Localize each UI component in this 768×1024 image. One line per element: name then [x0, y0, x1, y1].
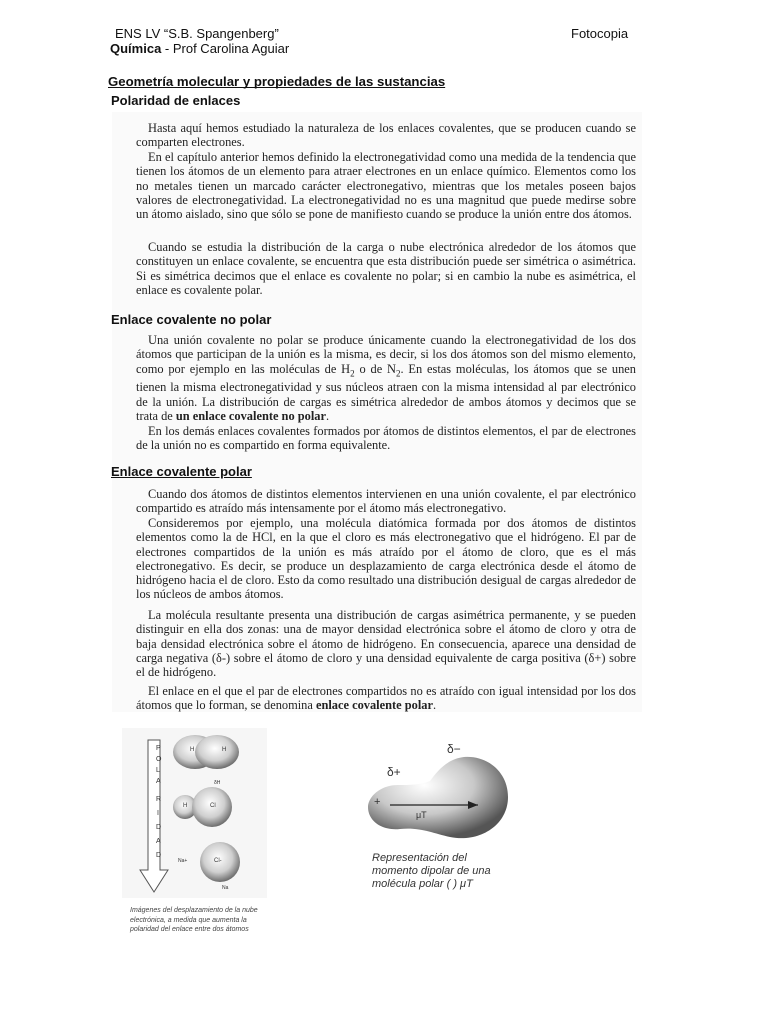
label-mu-t: μT — [416, 810, 427, 820]
arrow-letter-d: D — [156, 824, 162, 831]
caption-line-2: momento dipolar de una — [372, 865, 491, 877]
polar-paragraph-4: El enlace en el que el par de electrones compartidos no es atraído con igual intensidad por los dos átomos que lo forman, se denomina enlace covalente polar. — [136, 684, 636, 713]
photocopy-label: Fotocopia — [571, 26, 629, 41]
label-cl-minus: Cl- — [214, 858, 222, 864]
label-h-left: H — [190, 747, 195, 753]
arrow-letter-d2: D — [156, 852, 162, 859]
nonpolar-paragraph-2: En los demás enlaces covalentes formados por átomos de distintos elementos, el par de electrones de la unión no es compartido en forma equivalente. — [136, 424, 636, 453]
caption-line-3: molécula polar ( ) μT — [372, 878, 473, 890]
arrow-letter-o: O — [156, 756, 162, 763]
page-title: Geometría molecular y propiedades de las sustancias — [108, 74, 446, 89]
polar-paragraph-1: Cuando dos átomos de distintos elementos intervienen en una unión covalente, el par electrónico compartido es atraído más intensamente por el átomo más electronegativo. — [136, 487, 636, 516]
label-na-bottom: Na — [222, 885, 229, 891]
nonpolar-paragraph-1: Una unión covalente no polar se produce únicamente cuando la electronegatividad de los dos átomos que participan de la unión es la misma, es decir, si los dos átomos son del mismo elemento, como por ejemplo en las moléculas de $H_2$ o de $N_2$. En estas moléculas, los átomos que se unen tienen la misma electronegatividad y sus núcleos atraen con la misma intensidad al par electrónico de la unión. La distribución de cargas es simétrica alrededor de ambos átomos y decimos que se trata de un enlace covalente no polar. — [136, 333, 636, 423]
label-delta-minus: δ− — [447, 742, 461, 756]
intro-paragraph-3: Cuando se estudia la distribución de la carga o nube electrónica alrededor de los átomos que constituyen un enlace covalente, se encuentra que esta distribución puede ser simétrica o asimétrica. Si es simétrica decimos que el enlace es covalente no polar; si en cambio la nube es asimétrica, el enlace es covalente polar. — [136, 240, 636, 297]
label-na-plus: Na+ — [178, 858, 188, 864]
arrow-letter-i: I — [157, 810, 159, 817]
figure-right-caption — [372, 852, 491, 891]
arrow-letter-a: A — [156, 778, 161, 785]
polar-paragraph-3: La molécula resultante presenta una distribución de cargas asimétrica permanente, y se pueden distinguir en ella dos zonas: una de mayor densidad electrónica sobre el átomo de cloro y otra de baja densidad electrónica sobre el átomo de hidrógeno. En consecuencia, aparece una densidad de carga negativa (δ-) sobre el átomo de cloro y una densidad equivalente de carga positiva (δ+) sobre el de hidrógeno. — [136, 608, 636, 680]
label-h-right: H — [222, 747, 227, 753]
figure-left-caption: Imágenes del desplazamiento de la nube electrónica, a medida que aumenta la polaridad del enlace entre dos átomos — [130, 907, 258, 933]
arrow-letter-p: P — [156, 745, 161, 752]
section-title-polar: Enlace covalente polar — [111, 464, 252, 479]
arrow-letter-a2: A — [156, 838, 161, 845]
label-plus-sign: + — [374, 796, 381, 808]
subject-line — [110, 41, 289, 56]
arrow-letter-r: R — [156, 796, 162, 803]
intro-paragraph-1: Hasta aquí hemos estudiado la naturaleza de los enlaces covalentes, que se producen cuando se comparten electrones. — [136, 121, 636, 150]
subject-name: Química — [110, 41, 162, 56]
label-cl-hcl: Cl — [210, 803, 216, 809]
polar-paragraph-2: Consideremos por ejemplo, una molécula diatómica formada por dos átomos de distintos elementos como la de HCl, en la que el cloro es más electronegativo que el hidrógeno. El par de electrones compartidos de la unión es más atraído por el átomo de cloro, que es el más electronegativo. Es decir, se produce un desplazamiento de carga electrónica desde el átomo de hidrógeno hacia el de cloro. Esto da como resultado una distribución desigual de cargas alrededor de los núcleos de ambos átomos. — [136, 516, 636, 602]
section-title-bond-polarity: Polaridad de enlaces — [111, 93, 241, 108]
arrow-letter-l: L — [156, 767, 160, 774]
polarity-arrow — [140, 740, 168, 892]
teacher-name: - Prof Carolina Aguiar — [161, 41, 290, 56]
intro-paragraph-2: En el capítulo anterior hemos definido la electronegatividad como una medida de la tendencia que tienen los átomos de un elemento para atraer electrones en un enlace químico. Elementos como los no metales tienen un marcado carácter electronegativo, mientras que los metales poseen bajos valores de electronegatividad. La electronegatividad no es una magnitud que puede medirse sobre un átomo aislado, sino que sólo se pone de manifiesto cuando se produce la unión entre dos átomos. — [136, 150, 636, 222]
polarity-progression-figure — [120, 730, 270, 910]
caption-line-1: Representación del — [372, 852, 467, 864]
label-delta-h: δH — [214, 780, 221, 786]
dipole-moment-figure — [360, 745, 530, 855]
section-title-nonpolar: Enlace covalente no polar — [111, 312, 272, 327]
school-name: ENS LV “S.B. Spangenberg” — [115, 26, 279, 41]
label-delta-plus: δ+ — [387, 765, 401, 779]
caption-mu-symbol: μT — [460, 878, 473, 890]
label-h-hcl: H — [183, 803, 188, 809]
